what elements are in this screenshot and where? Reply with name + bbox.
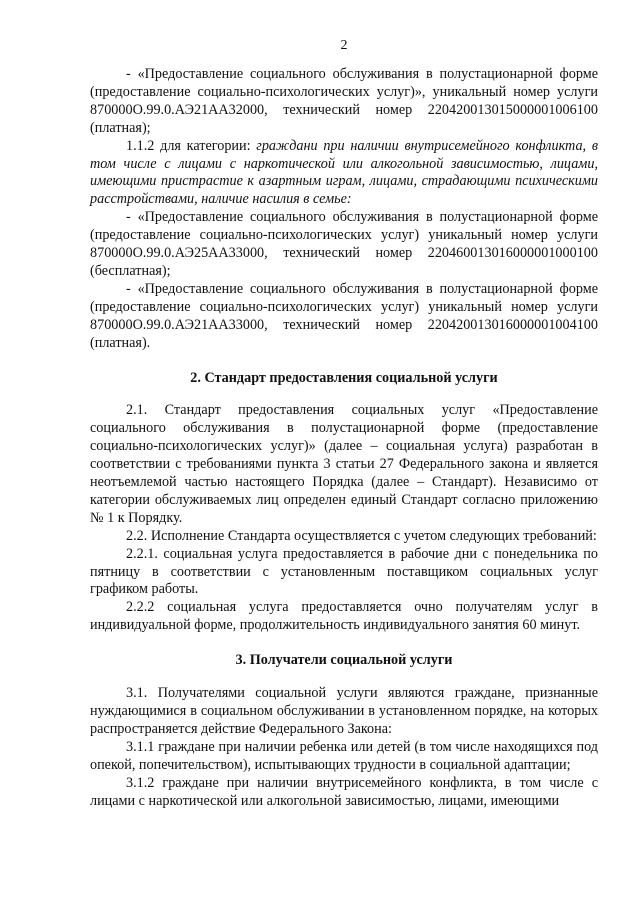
spacer bbox=[90, 670, 598, 685]
paragraph: 2.2.2 социальная услуга предоставляется очно получателям услуг в индивидуальной форме, продолжительность индивидуального занятия 60 минут. bbox=[90, 599, 598, 634]
spacer bbox=[90, 635, 598, 652]
spacer bbox=[90, 353, 598, 370]
section-heading: 2. Стандарт предоставления социальной услуги bbox=[190, 369, 498, 386]
spacer bbox=[90, 387, 598, 402]
paragraph: - «Предоставление социального обслуживания в полустационарной форме (предоставление социально-психологических услуг) уникальный номер услуги 870000О.99.0.АЭ25АА33000, технический номер 220460013016000001000100 (бесплатная); bbox=[90, 209, 598, 279]
paragraph: 2.1. Стандарт предоставления социальных услуг «Предоставление социального обслуживания в полустационарной форме (предоставление социально-психологических услуг)» (далее – социальная услуга) разработан в соответствии с требованиями пункта 3 статьи 27 Федерального закона и является неотъемлемой частью настоящего Порядка (далее – Стандарт). Независимо от категории обслуживаемых лиц определен единый Стандарт согласно приложению № 1 к Порядку. bbox=[90, 402, 598, 526]
paragraph: 3.1. Получателями социальной услуги являются граждане, признанные нуждающимися в социальном обслуживании в установленном порядке, на которых распространяется действие Федерального Закона: bbox=[90, 685, 598, 737]
document-body bbox=[90, 66, 598, 810]
paragraph: 2.2.1. социальная услуга предоставляется в рабочие дни с понедельника по пятницу в соответствии с установленным поставщиком социальных услуг графиком работы. bbox=[90, 545, 598, 598]
paragraph-italic-text: граждани при наличии внутрисемейного конфликта, в том числе с лицами с наркотической или алкогольной зависимостью, лицами, имеющими пристрастие к азартным играм, лицами, страдающими психическими расстройствами, наличие насилия в семье: bbox=[90, 137, 598, 208]
paragraph: 2.2. Исполнение Стандарта осуществляется с учетом следующих требований: bbox=[126, 527, 597, 544]
page-number: 2 bbox=[340, 38, 348, 53]
paragraph: - «Предоставление социального обслуживания в полустационарной форме (предоставление социально-психологических услуг)», уникальный номер услуги 870000О.99.0.АЭ21АА32000, технический номер 220420013015000001006100 (платная); bbox=[90, 66, 598, 136]
paragraph: 3.1.1 граждане при наличии ребенка или детей (в том числе находящихся под опекой, попечительством), испытывающих трудности в социальной адаптации; bbox=[90, 738, 598, 773]
paragraph-lead: 1.1.2 для категории: bbox=[126, 137, 257, 154]
paragraph: 3.1.2 граждане при наличии внутрисемейного конфликта, в том числе с лицами с наркотической или алкогольной зависимостью, лицами, имеющими bbox=[90, 774, 598, 809]
paragraph bbox=[90, 138, 598, 210]
section-heading: 3. Получатели социальной услуги bbox=[235, 652, 453, 669]
paragraph: - «Предоставление социального обслуживания в полустационарной форме (предоставление социально-психологических услуг) уникальный номер услуги 870000О.99.0.АЭ21АА33000, технический номер 220420013016000001004100 (платная). bbox=[90, 280, 598, 351]
